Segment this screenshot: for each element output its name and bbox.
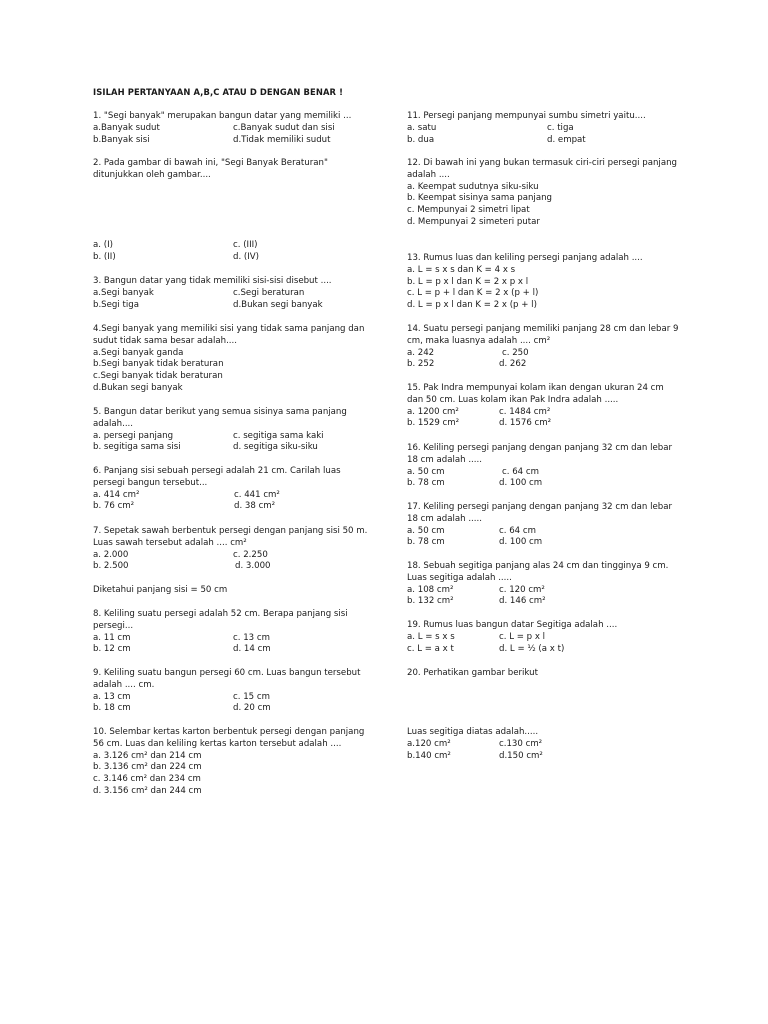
option-b: b.Banyak sisi (93, 134, 150, 145)
option-a: a. 13 cm (93, 691, 131, 702)
option-c: c.Segi beraturan (233, 287, 305, 298)
question-9 (93, 668, 368, 715)
option-b: b. 18 cm (93, 703, 131, 714)
option-a: a. 1200 cm² (407, 406, 459, 417)
option-a: a. 50 cm (407, 525, 445, 536)
option-b: b. 1529 cm² (407, 418, 460, 429)
option-a: a.120 cm² (407, 738, 451, 749)
option-b: b. 252 (407, 359, 435, 370)
option-c: c.130 cm² (499, 738, 543, 749)
question-stem: 5. Bangun datar berikut yang semua sisinya sama panjang adalah.... (93, 407, 347, 429)
question-19 (407, 620, 682, 655)
option-c: c. 64 cm (499, 525, 536, 536)
option-b: b. 78 cm (407, 537, 445, 548)
option-b: b. 2.500 (93, 561, 129, 572)
question-3 (93, 276, 368, 311)
option-c: c.Banyak sudut dan sisi (233, 122, 335, 133)
question-1 (93, 111, 368, 146)
note-text: Diketahui panjang sisi = 50 cm (93, 585, 228, 595)
question-2-options (93, 240, 368, 264)
option-b: b.Segi tiga (93, 299, 139, 310)
question-stem: 19. Rumus luas bangun datar Segitiga adalah .... (407, 620, 618, 630)
option-d: d. 146 cm² (499, 596, 546, 607)
option-d: d.Tidak memiliki sudut (233, 134, 331, 145)
option-d: d. (IV) (233, 251, 260, 262)
question-8 (93, 609, 368, 656)
option-d: d. 38 cm² (234, 501, 276, 512)
option-a: a. satu (407, 122, 437, 133)
option-b: c. L = a x t (407, 643, 454, 654)
question-stem: Luas segitiga diatas adalah..... (407, 727, 539, 737)
option-d: d. 14 cm (233, 644, 271, 655)
option-a: a. 108 cm² (407, 584, 454, 595)
question-stem: 15. Pak Indra mempunyai kolam ikan dengan ukuran 24 cm dan 50 cm. Luas kolam ikan Pak Indra adalah ..... (407, 383, 664, 405)
option-d: d. 262 (499, 359, 527, 370)
option-a: a.Segi banyak (93, 287, 154, 298)
option-a: a.Segi banyak ganda (93, 347, 184, 358)
option-a: a. 414 cm² (93, 489, 140, 500)
question-13 (407, 253, 682, 312)
option-c: c. 441 cm² (234, 489, 280, 500)
question-stem: 4.Segi banyak yang memiliki sisi yang tidak sama panjang dan sudut tidak sama besar adalah.... (93, 324, 365, 346)
option-b: b. L = p x l dan K = 2 x p x l (407, 276, 529, 287)
option-b: b.140 cm² (407, 750, 451, 761)
option-b: b. dua (407, 134, 435, 145)
question-stem: 16. Keliling persegi panjang dengan panjang 32 cm dan lebar 18 cm adalah ..... (407, 443, 673, 465)
option-a: a. 11 cm (93, 632, 131, 643)
option-d: d. 100 cm (499, 537, 543, 548)
question-stem: 20. Perhatikan gambar berikut (407, 668, 538, 678)
option-c: c. 250 (502, 347, 529, 358)
option-d: d. 100 cm (499, 478, 543, 489)
option-d: d. 20 cm (233, 703, 271, 714)
question-stem: 6. Panjang sisi sebuah persegi adalah 21 cm. Carilah luas persegi bangun tersebut... (93, 466, 341, 488)
question-stem: 13. Rumus luas dan keliling persegi panjang adalah .... (407, 253, 643, 263)
option-b: b. 12 cm (93, 644, 131, 655)
question-7 (93, 526, 368, 573)
option-d: d. L = ½ (a x t) (499, 643, 565, 654)
option-c: c. 120 cm² (499, 584, 545, 595)
question-2 (93, 158, 368, 182)
question-stem: 3. Bangun datar yang tidak memiliki sisi-sisi disebut .... (93, 276, 332, 286)
option-b: b. 132 cm² (407, 596, 454, 607)
option-a: a. (I) (93, 240, 113, 250)
option-c: c. Mempunyai 2 simetri lipat (407, 205, 530, 216)
option-a: a. 50 cm (407, 466, 445, 477)
option-a: a. persegi panjang (93, 430, 174, 441)
option-a: a. 2.000 (93, 549, 129, 560)
option-a: a.Banyak sudut (93, 122, 160, 133)
option-c: c. 13 cm (233, 632, 270, 643)
option-d: d.150 cm² (499, 750, 543, 761)
question-12 (407, 158, 682, 229)
question-stem: 17. Keliling persegi panjang dengan panjang 32 cm dan lebar 18 cm adalah ..... (407, 502, 673, 524)
question-20-followup (407, 727, 682, 762)
option-d: d. L = p x l dan K = 2 x (p + l) (407, 300, 537, 311)
option-c: c. 3.146 cm² dan 234 cm (93, 774, 201, 785)
option-c: c. L = p + l dan K = 2 x (p + l) (407, 288, 539, 299)
option-d: d. 3.000 (235, 561, 271, 572)
question-16 (407, 443, 682, 490)
option-d: d. empat (547, 134, 586, 145)
option-b: b.Segi banyak tidak beraturan (93, 359, 224, 370)
option-b: b. (II) (93, 251, 116, 262)
option-b: b. 3.136 cm² dan 224 cm (93, 762, 202, 773)
option-d: d.Bukan segi banyak (93, 382, 183, 393)
question-17 (407, 502, 682, 549)
question-stem: 12. Di bawah ini yang bukan termasuk ciri-ciri persegi panjang adalah .... (407, 158, 677, 180)
option-b: b. segitiga sama sisi (93, 442, 181, 453)
option-d: d.Bukan segi banyak (233, 299, 323, 310)
question-4 (93, 324, 368, 395)
question-5 (93, 407, 368, 454)
option-c: c. 2.250 (233, 549, 268, 560)
question-6 (93, 466, 368, 513)
option-c: c. (III) (233, 240, 258, 250)
question-stem: 2. Pada gambar di bawah ini, "Segi Banyak Beraturan" ditunjukkan oleh gambar.... (93, 158, 328, 180)
option-c: c. segitiga sama kaki (233, 430, 324, 441)
question-18 (407, 561, 682, 608)
question-stem: 10. Selembar kertas karton berbentuk persegi dengan panjang 56 cm. Luas dan keliling kertas karton tersebut adalah .... (93, 727, 365, 749)
question-stem: 14. Suatu persegi panjang memiliki panjang 28 cm dan lebar 9 cm, maka luasnya adalah .... cm² (407, 324, 679, 346)
option-d: d. 3.156 cm² dan 244 cm (93, 785, 202, 796)
option-a: a. 3.126 cm² dan 214 cm (93, 750, 202, 761)
option-d: d. 1576 cm² (499, 418, 552, 429)
question-stem: 8. Keliling suatu persegi adalah 52 cm. Berapa panjang sisi persegi... (93, 609, 348, 631)
question-stem: 9. Keliling suatu bangun persegi 60 cm. Luas bangun tersebut adalah .... cm. (93, 668, 361, 690)
option-c: c. L = p x l (499, 631, 546, 642)
question-10 (93, 727, 368, 798)
option-c: c. 64 cm (502, 466, 539, 477)
option-a: a. L = s x s dan K = 4 x s (407, 264, 516, 275)
question-stem: 1. "Segi banyak" merupakan bangun datar yang memiliki ... (93, 111, 352, 121)
question-14 (407, 324, 682, 371)
option-c: c. tiga (547, 122, 574, 133)
option-b: b. 78 cm (407, 478, 445, 489)
option-d: d. Mempunyai 2 simeteri putar (407, 216, 540, 227)
question-15 (407, 383, 682, 430)
question-stem: 7. Sepetak sawah berbentuk persegi dengan panjang sisi 50 m. Luas sawah tersebut adalah .... cm² (93, 526, 368, 548)
option-a: a. Keempat sudutnya siku-siku (407, 181, 539, 192)
question-stem: 11. Persegi panjang mempunyai sumbu simetri yaitu.... (407, 111, 646, 121)
option-c: c. 15 cm (233, 691, 270, 702)
option-a: a. L = s x s (407, 631, 455, 642)
page-title: ISILAH PERTANYAAN A,B,C ATAU D DENGAN BENAR ! (93, 87, 344, 97)
option-c: c. 1484 cm² (499, 406, 551, 417)
option-d: d. segitiga siku-siku (233, 442, 318, 453)
question-20 (407, 668, 682, 680)
option-a: a. 242 (407, 347, 435, 358)
question-11 (407, 111, 682, 146)
option-b: b. 76 cm² (93, 501, 135, 512)
question-stem: 18. Sebuah segitiga panjang alas 24 cm dan tingginya 9 cm. Luas segitiga adalah ..... (407, 561, 669, 583)
option-c: c.Segi banyak tidak beraturan (93, 371, 223, 382)
option-b: b. Keempat sisinya sama panjang (407, 193, 552, 204)
